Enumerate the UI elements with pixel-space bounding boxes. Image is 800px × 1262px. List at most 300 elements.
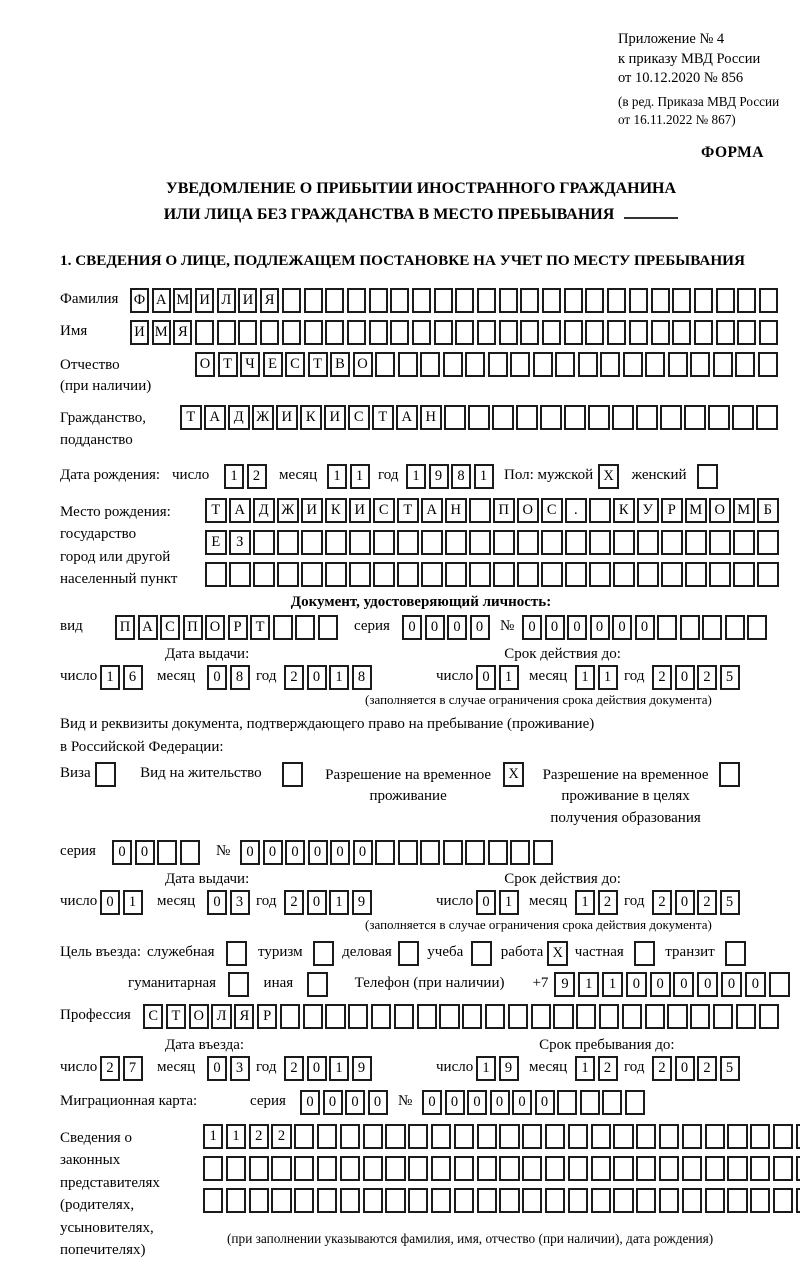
char-cell[interactable] bbox=[636, 405, 658, 430]
char-cell[interactable] bbox=[625, 1090, 645, 1115]
char-cell[interactable] bbox=[340, 1124, 360, 1149]
char-cell[interactable]: 0 bbox=[447, 615, 467, 640]
char-cell[interactable] bbox=[307, 972, 328, 997]
char-cell[interactable]: 0 bbox=[307, 1056, 327, 1081]
char-cell[interactable]: 0 bbox=[535, 1090, 555, 1115]
char-cell[interactable]: 5 bbox=[720, 1056, 740, 1081]
char-cell[interactable] bbox=[613, 1156, 633, 1181]
char-cell[interactable]: А bbox=[152, 288, 171, 313]
char-cell[interactable] bbox=[420, 352, 440, 377]
char-cell[interactable] bbox=[636, 1124, 656, 1149]
char-cell[interactable] bbox=[434, 320, 453, 345]
char-cell[interactable]: Д bbox=[228, 405, 250, 430]
char-cell[interactable]: З bbox=[229, 530, 251, 555]
char-cell[interactable] bbox=[769, 972, 790, 997]
char-cell[interactable]: 0 bbox=[470, 615, 490, 640]
char-cell[interactable] bbox=[690, 1004, 710, 1029]
char-cell[interactable]: 1 bbox=[226, 1124, 246, 1149]
char-cell[interactable] bbox=[420, 840, 440, 865]
char-cell[interactable]: О bbox=[189, 1004, 209, 1029]
char-cell[interactable] bbox=[347, 320, 366, 345]
char-cell[interactable] bbox=[651, 288, 670, 313]
char-cell[interactable] bbox=[694, 288, 713, 313]
char-cell[interactable] bbox=[195, 320, 214, 345]
char-cell[interactable] bbox=[685, 562, 707, 587]
char-cell[interactable] bbox=[454, 1124, 474, 1149]
char-cell[interactable]: 9 bbox=[352, 1056, 372, 1081]
char-cell[interactable]: О bbox=[195, 352, 215, 377]
char-cell[interactable]: Р bbox=[257, 1004, 277, 1029]
char-cell[interactable] bbox=[394, 1004, 414, 1029]
char-cell[interactable] bbox=[282, 320, 301, 345]
char-cell[interactable]: 0 bbox=[207, 1056, 227, 1081]
char-cell[interactable] bbox=[465, 840, 485, 865]
char-cell[interactable] bbox=[325, 1004, 345, 1029]
char-cell[interactable] bbox=[680, 615, 700, 640]
char-cell[interactable]: Я bbox=[260, 288, 279, 313]
char-cell[interactable] bbox=[445, 530, 467, 555]
char-cell[interactable] bbox=[226, 1156, 246, 1181]
char-cell[interactable] bbox=[249, 1188, 269, 1213]
char-cell[interactable] bbox=[690, 352, 710, 377]
char-cell[interactable]: К bbox=[325, 498, 347, 523]
char-cell[interactable]: С bbox=[541, 498, 563, 523]
char-cell[interactable]: 1 bbox=[123, 890, 143, 915]
char-cell[interactable] bbox=[217, 320, 236, 345]
char-cell[interactable] bbox=[541, 530, 563, 555]
char-cell[interactable] bbox=[226, 941, 247, 966]
char-cell[interactable]: 0 bbox=[368, 1090, 388, 1115]
char-cell[interactable] bbox=[578, 352, 598, 377]
char-cell[interactable]: 0 bbox=[135, 840, 155, 865]
char-cell[interactable]: 7 bbox=[123, 1056, 143, 1081]
char-cell[interactable]: 1 bbox=[203, 1124, 223, 1149]
char-cell[interactable] bbox=[585, 320, 604, 345]
char-cell[interactable] bbox=[541, 562, 563, 587]
char-cell[interactable]: 3 bbox=[230, 890, 250, 915]
char-cell[interactable] bbox=[735, 352, 755, 377]
char-cell[interactable] bbox=[385, 1156, 405, 1181]
char-cell[interactable] bbox=[759, 320, 778, 345]
char-cell[interactable]: 1 bbox=[578, 972, 599, 997]
char-cell[interactable]: 2 bbox=[247, 464, 267, 489]
char-cell[interactable] bbox=[363, 1188, 383, 1213]
char-cell[interactable]: 1 bbox=[474, 464, 494, 489]
char-cell[interactable]: М bbox=[733, 498, 755, 523]
char-cell[interactable] bbox=[727, 1124, 747, 1149]
char-cell[interactable]: Т bbox=[205, 498, 227, 523]
char-cell[interactable] bbox=[398, 840, 418, 865]
char-cell[interactable] bbox=[499, 1156, 519, 1181]
char-cell[interactable] bbox=[629, 320, 648, 345]
char-cell[interactable]: 0 bbox=[300, 1090, 320, 1115]
char-cell[interactable] bbox=[672, 288, 691, 313]
char-cell[interactable] bbox=[375, 352, 395, 377]
char-cell[interactable] bbox=[439, 1004, 459, 1029]
char-cell[interactable]: Л bbox=[217, 288, 236, 313]
char-cell[interactable] bbox=[249, 1156, 269, 1181]
char-cell[interactable]: И bbox=[349, 498, 371, 523]
char-cell[interactable] bbox=[455, 320, 474, 345]
char-cell[interactable] bbox=[599, 1004, 619, 1029]
char-cell[interactable] bbox=[340, 1188, 360, 1213]
char-cell[interactable] bbox=[516, 405, 538, 430]
char-cell[interactable] bbox=[325, 530, 347, 555]
char-cell[interactable] bbox=[773, 1156, 793, 1181]
char-cell[interactable]: 0 bbox=[307, 890, 327, 915]
char-cell[interactable]: 0 bbox=[490, 1090, 510, 1115]
char-cell[interactable] bbox=[477, 320, 496, 345]
char-cell[interactable] bbox=[443, 840, 463, 865]
char-cell[interactable] bbox=[612, 405, 634, 430]
char-cell[interactable] bbox=[471, 941, 492, 966]
char-cell[interactable] bbox=[697, 464, 718, 489]
char-cell[interactable] bbox=[369, 320, 388, 345]
char-cell[interactable] bbox=[205, 562, 227, 587]
char-cell[interactable] bbox=[417, 1004, 437, 1029]
char-cell[interactable] bbox=[531, 1004, 551, 1029]
char-cell[interactable]: Ж bbox=[252, 405, 274, 430]
char-cell[interactable] bbox=[385, 1188, 405, 1213]
char-cell[interactable] bbox=[725, 615, 745, 640]
char-cell[interactable]: С bbox=[160, 615, 180, 640]
char-cell[interactable] bbox=[412, 288, 431, 313]
char-cell[interactable] bbox=[277, 530, 299, 555]
char-cell[interactable]: 0 bbox=[100, 890, 120, 915]
char-cell[interactable]: 0 bbox=[476, 665, 496, 690]
char-cell[interactable]: 2 bbox=[697, 890, 717, 915]
char-cell[interactable] bbox=[408, 1156, 428, 1181]
char-cell[interactable] bbox=[157, 840, 177, 865]
char-cell[interactable]: 1 bbox=[329, 665, 349, 690]
char-cell[interactable] bbox=[253, 562, 275, 587]
char-cell[interactable] bbox=[462, 1004, 482, 1029]
char-cell[interactable] bbox=[667, 1004, 687, 1029]
char-cell[interactable] bbox=[348, 1004, 368, 1029]
char-cell[interactable] bbox=[499, 288, 518, 313]
char-cell[interactable]: П bbox=[493, 498, 515, 523]
char-cell[interactable] bbox=[607, 320, 626, 345]
char-cell[interactable] bbox=[203, 1156, 223, 1181]
char-cell[interactable]: 0 bbox=[112, 840, 132, 865]
char-cell[interactable] bbox=[602, 1090, 622, 1115]
char-cell[interactable] bbox=[431, 1188, 451, 1213]
char-cell[interactable]: 2 bbox=[697, 1056, 717, 1081]
char-cell[interactable]: Я bbox=[173, 320, 192, 345]
char-cell[interactable] bbox=[477, 1156, 497, 1181]
char-cell[interactable]: 1 bbox=[499, 665, 519, 690]
char-cell[interactable] bbox=[282, 288, 301, 313]
char-cell[interactable] bbox=[725, 941, 746, 966]
char-cell[interactable] bbox=[613, 530, 635, 555]
char-cell[interactable] bbox=[517, 530, 539, 555]
char-cell[interactable] bbox=[564, 320, 583, 345]
char-cell[interactable]: 1 bbox=[327, 464, 347, 489]
char-cell[interactable]: Т bbox=[250, 615, 270, 640]
char-cell[interactable]: С bbox=[143, 1004, 163, 1029]
char-cell[interactable]: О bbox=[709, 498, 731, 523]
char-cell[interactable] bbox=[203, 1188, 223, 1213]
char-cell[interactable] bbox=[412, 320, 431, 345]
char-cell[interactable]: 0 bbox=[263, 840, 283, 865]
char-cell[interactable] bbox=[325, 288, 344, 313]
char-cell[interactable]: Т bbox=[397, 498, 419, 523]
char-cell[interactable] bbox=[465, 352, 485, 377]
char-cell[interactable] bbox=[580, 1090, 600, 1115]
char-cell[interactable] bbox=[510, 352, 530, 377]
char-cell[interactable]: П bbox=[115, 615, 135, 640]
char-cell[interactable] bbox=[682, 1156, 702, 1181]
char-cell[interactable] bbox=[759, 288, 778, 313]
char-cell[interactable]: С bbox=[348, 405, 370, 430]
char-cell[interactable]: М bbox=[685, 498, 707, 523]
char-cell[interactable] bbox=[591, 1188, 611, 1213]
char-cell[interactable]: X bbox=[547, 941, 568, 966]
char-cell[interactable] bbox=[659, 1156, 679, 1181]
char-cell[interactable] bbox=[493, 562, 515, 587]
char-cell[interactable] bbox=[533, 352, 553, 377]
char-cell[interactable] bbox=[796, 1124, 800, 1149]
char-cell[interactable] bbox=[229, 562, 251, 587]
char-cell[interactable]: 0 bbox=[675, 890, 695, 915]
char-cell[interactable]: 0 bbox=[545, 615, 565, 640]
char-cell[interactable] bbox=[682, 1188, 702, 1213]
char-cell[interactable] bbox=[373, 562, 395, 587]
char-cell[interactable]: 0 bbox=[402, 615, 422, 640]
char-cell[interactable] bbox=[488, 840, 508, 865]
char-cell[interactable] bbox=[759, 1004, 779, 1029]
char-cell[interactable] bbox=[371, 1004, 391, 1029]
char-cell[interactable] bbox=[588, 405, 610, 430]
char-cell[interactable] bbox=[636, 1156, 656, 1181]
char-cell[interactable] bbox=[660, 405, 682, 430]
char-cell[interactable]: И bbox=[301, 498, 323, 523]
char-cell[interactable] bbox=[591, 1156, 611, 1181]
char-cell[interactable] bbox=[553, 1004, 573, 1029]
char-cell[interactable] bbox=[273, 615, 293, 640]
char-cell[interactable]: И bbox=[238, 288, 257, 313]
char-cell[interactable]: 2 bbox=[284, 1056, 304, 1081]
char-cell[interactable] bbox=[349, 530, 371, 555]
char-cell[interactable] bbox=[623, 352, 643, 377]
char-cell[interactable] bbox=[737, 320, 756, 345]
char-cell[interactable] bbox=[282, 762, 303, 787]
char-cell[interactable] bbox=[499, 1124, 519, 1149]
char-cell[interactable] bbox=[318, 615, 338, 640]
char-cell[interactable] bbox=[271, 1188, 291, 1213]
char-cell[interactable]: А bbox=[138, 615, 158, 640]
char-cell[interactable]: К bbox=[300, 405, 322, 430]
char-cell[interactable] bbox=[709, 562, 731, 587]
char-cell[interactable] bbox=[732, 405, 754, 430]
char-cell[interactable] bbox=[469, 562, 491, 587]
char-cell[interactable] bbox=[238, 320, 257, 345]
char-cell[interactable]: 0 bbox=[307, 665, 327, 690]
char-cell[interactable]: Ф bbox=[130, 288, 149, 313]
char-cell[interactable]: И bbox=[276, 405, 298, 430]
char-cell[interactable] bbox=[421, 530, 443, 555]
char-cell[interactable] bbox=[280, 1004, 300, 1029]
char-cell[interactable]: 0 bbox=[207, 665, 227, 690]
char-cell[interactable] bbox=[637, 530, 659, 555]
char-cell[interactable]: 2 bbox=[598, 1056, 618, 1081]
char-cell[interactable] bbox=[226, 1188, 246, 1213]
char-cell[interactable] bbox=[568, 1124, 588, 1149]
char-cell[interactable] bbox=[522, 1156, 542, 1181]
char-cell[interactable] bbox=[180, 840, 200, 865]
char-cell[interactable] bbox=[758, 352, 778, 377]
char-cell[interactable]: А bbox=[229, 498, 251, 523]
char-cell[interactable] bbox=[637, 562, 659, 587]
char-cell[interactable]: А bbox=[396, 405, 418, 430]
char-cell[interactable]: 1 bbox=[350, 464, 370, 489]
char-cell[interactable]: 0 bbox=[323, 1090, 343, 1115]
char-cell[interactable] bbox=[719, 762, 740, 787]
char-cell[interactable]: 9 bbox=[554, 972, 575, 997]
char-cell[interactable]: Т bbox=[180, 405, 202, 430]
char-cell[interactable]: Р bbox=[661, 498, 683, 523]
char-cell[interactable] bbox=[508, 1004, 528, 1029]
char-cell[interactable] bbox=[444, 405, 466, 430]
char-cell[interactable] bbox=[576, 1004, 596, 1029]
char-cell[interactable] bbox=[408, 1124, 428, 1149]
char-cell[interactable] bbox=[397, 530, 419, 555]
char-cell[interactable]: К bbox=[613, 498, 635, 523]
char-cell[interactable] bbox=[545, 1188, 565, 1213]
char-cell[interactable] bbox=[522, 1124, 542, 1149]
char-cell[interactable] bbox=[431, 1156, 451, 1181]
char-cell[interactable] bbox=[557, 1090, 577, 1115]
char-cell[interactable] bbox=[564, 288, 583, 313]
char-cell[interactable]: 0 bbox=[590, 615, 610, 640]
char-cell[interactable] bbox=[294, 1156, 314, 1181]
char-cell[interactable]: 6 bbox=[123, 665, 143, 690]
char-cell[interactable] bbox=[303, 1004, 323, 1029]
char-cell[interactable] bbox=[733, 562, 755, 587]
char-cell[interactable]: 0 bbox=[721, 972, 742, 997]
char-cell[interactable]: 2 bbox=[284, 665, 304, 690]
char-cell[interactable] bbox=[469, 498, 491, 523]
char-cell[interactable] bbox=[325, 562, 347, 587]
char-cell[interactable]: 0 bbox=[345, 1090, 365, 1115]
char-cell[interactable] bbox=[520, 288, 539, 313]
char-cell[interactable] bbox=[568, 1156, 588, 1181]
char-cell[interactable] bbox=[750, 1124, 770, 1149]
char-cell[interactable] bbox=[445, 562, 467, 587]
char-cell[interactable]: М bbox=[173, 288, 192, 313]
char-cell[interactable]: 0 bbox=[330, 840, 350, 865]
char-cell[interactable] bbox=[757, 562, 779, 587]
char-cell[interactable] bbox=[313, 941, 334, 966]
char-cell[interactable] bbox=[277, 562, 299, 587]
char-cell[interactable]: 1 bbox=[575, 665, 595, 690]
char-cell[interactable] bbox=[657, 615, 677, 640]
char-cell[interactable]: 2 bbox=[598, 890, 618, 915]
char-cell[interactable] bbox=[542, 288, 561, 313]
char-cell[interactable] bbox=[661, 562, 683, 587]
char-cell[interactable] bbox=[589, 562, 611, 587]
char-cell[interactable] bbox=[702, 615, 722, 640]
char-cell[interactable]: 0 bbox=[467, 1090, 487, 1115]
char-cell[interactable]: 5 bbox=[720, 665, 740, 690]
char-cell[interactable] bbox=[443, 352, 463, 377]
char-cell[interactable] bbox=[408, 1188, 428, 1213]
char-cell[interactable]: 0 bbox=[522, 615, 542, 640]
char-cell[interactable] bbox=[796, 1188, 800, 1213]
char-cell[interactable]: 0 bbox=[567, 615, 587, 640]
char-cell[interactable]: 0 bbox=[422, 1090, 442, 1115]
char-cell[interactable] bbox=[510, 840, 530, 865]
char-cell[interactable] bbox=[340, 1156, 360, 1181]
char-cell[interactable]: 1 bbox=[406, 464, 426, 489]
char-cell[interactable]: Е bbox=[205, 530, 227, 555]
char-cell[interactable] bbox=[517, 562, 539, 587]
char-cell[interactable] bbox=[454, 1188, 474, 1213]
char-cell[interactable]: П bbox=[183, 615, 203, 640]
char-cell[interactable] bbox=[757, 530, 779, 555]
char-cell[interactable]: 9 bbox=[499, 1056, 519, 1081]
char-cell[interactable]: Н bbox=[420, 405, 442, 430]
char-cell[interactable]: 2 bbox=[697, 665, 717, 690]
char-cell[interactable]: 9 bbox=[429, 464, 449, 489]
char-cell[interactable] bbox=[668, 352, 688, 377]
char-cell[interactable] bbox=[685, 530, 707, 555]
char-cell[interactable]: 0 bbox=[650, 972, 671, 997]
char-cell[interactable]: 2 bbox=[100, 1056, 120, 1081]
char-cell[interactable] bbox=[661, 530, 683, 555]
char-cell[interactable]: Б bbox=[757, 498, 779, 523]
char-cell[interactable] bbox=[645, 1004, 665, 1029]
char-cell[interactable]: 1 bbox=[329, 1056, 349, 1081]
char-cell[interactable] bbox=[555, 352, 575, 377]
char-cell[interactable] bbox=[325, 320, 344, 345]
char-cell[interactable] bbox=[713, 1004, 733, 1029]
char-cell[interactable]: 1 bbox=[575, 890, 595, 915]
char-cell[interactable] bbox=[694, 320, 713, 345]
char-cell[interactable] bbox=[468, 405, 490, 430]
char-cell[interactable] bbox=[349, 562, 371, 587]
char-cell[interactable]: 1 bbox=[329, 890, 349, 915]
char-cell[interactable]: 0 bbox=[626, 972, 647, 997]
char-cell[interactable] bbox=[684, 405, 706, 430]
char-cell[interactable] bbox=[613, 562, 635, 587]
char-cell[interactable] bbox=[294, 1188, 314, 1213]
char-cell[interactable] bbox=[585, 288, 604, 313]
char-cell[interactable] bbox=[363, 1124, 383, 1149]
char-cell[interactable] bbox=[520, 320, 539, 345]
char-cell[interactable]: 0 bbox=[207, 890, 227, 915]
char-cell[interactable]: 2 bbox=[652, 890, 672, 915]
char-cell[interactable] bbox=[454, 1156, 474, 1181]
char-cell[interactable] bbox=[295, 615, 315, 640]
char-cell[interactable] bbox=[737, 288, 756, 313]
char-cell[interactable] bbox=[565, 562, 587, 587]
char-cell[interactable] bbox=[659, 1188, 679, 1213]
char-cell[interactable]: 9 bbox=[352, 890, 372, 915]
char-cell[interactable]: X bbox=[598, 464, 619, 489]
char-cell[interactable] bbox=[672, 320, 691, 345]
char-cell[interactable] bbox=[493, 530, 515, 555]
char-cell[interactable] bbox=[613, 1124, 633, 1149]
char-cell[interactable]: 0 bbox=[240, 840, 260, 865]
char-cell[interactable] bbox=[373, 530, 395, 555]
char-cell[interactable] bbox=[727, 1188, 747, 1213]
char-cell[interactable] bbox=[622, 1004, 642, 1029]
char-cell[interactable]: 8 bbox=[352, 665, 372, 690]
char-cell[interactable] bbox=[488, 352, 508, 377]
char-cell[interactable] bbox=[390, 320, 409, 345]
char-cell[interactable]: 0 bbox=[445, 1090, 465, 1115]
